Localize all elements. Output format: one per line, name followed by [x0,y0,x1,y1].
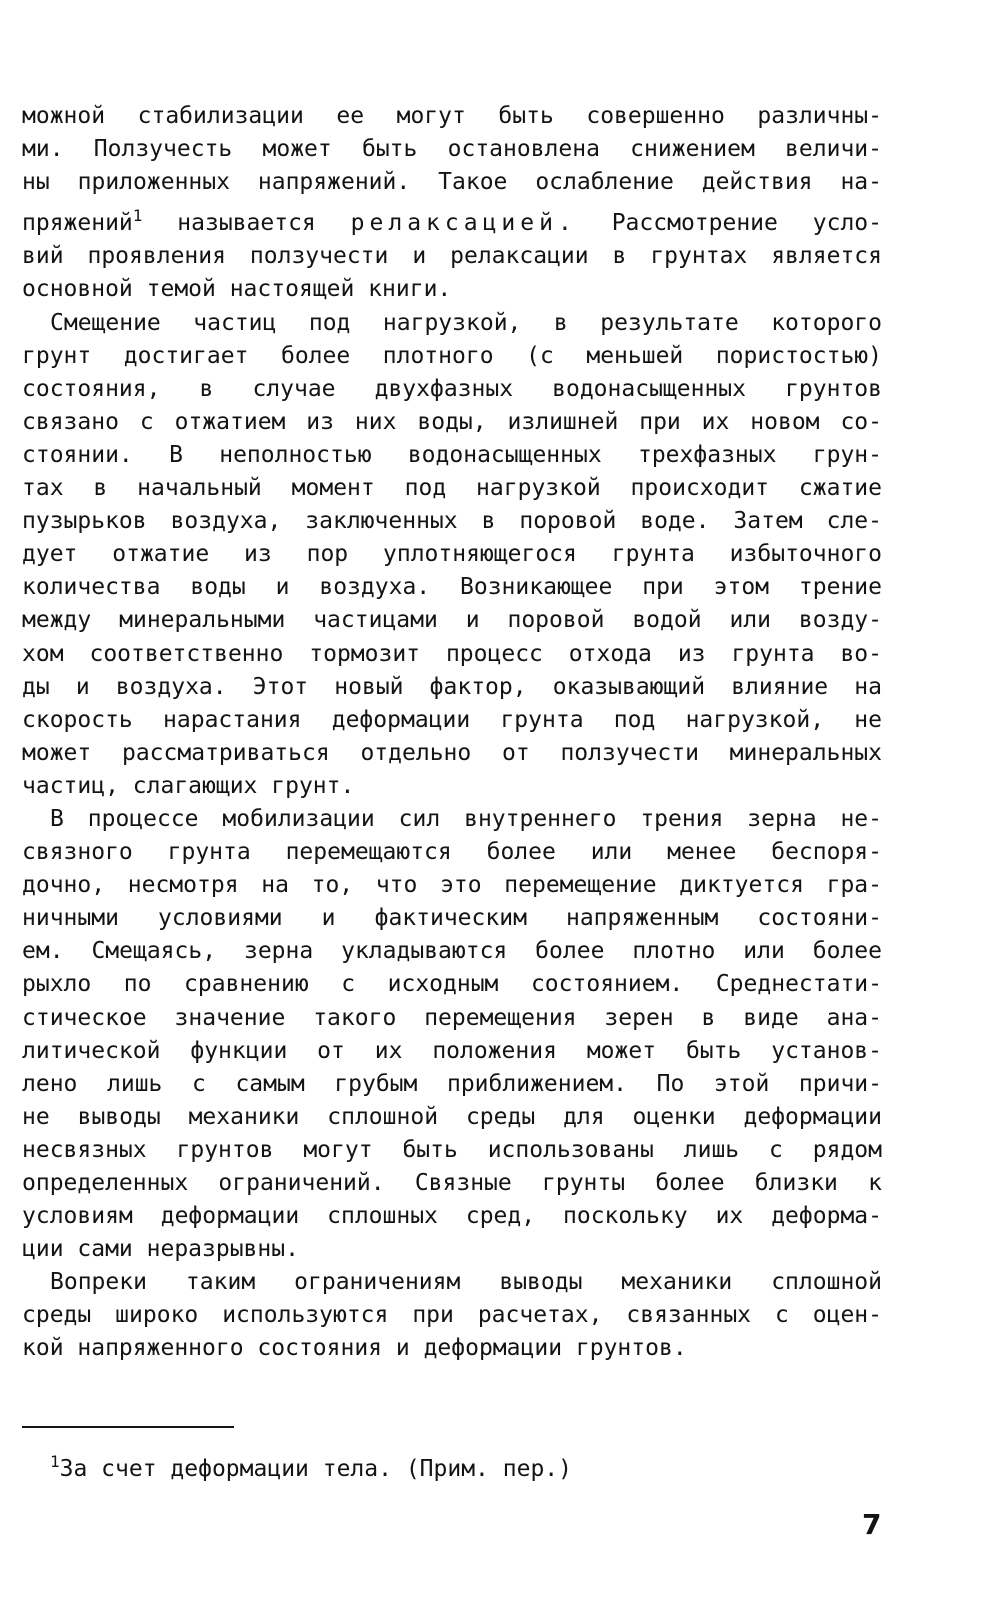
line-mid: называется [142,210,351,237]
paragraph-3-line: В процессе мобилизации сил внутреннего трения зерна не- [50,805,882,832]
paragraph-3-line: ции сами неразрывны. [22,1236,299,1263]
footnote [50,1446,572,1485]
paragraph-3-line: лено лишь с самым грубым приближением. По этой причи- [22,1070,882,1097]
paragraph-2-line: грунт достигает более плотного (с меньшей пористостью) [22,342,882,369]
paragraph-2-line: частиц, слагающих грунт. [22,772,355,799]
paragraph-2-line: связано с отжатием из них воды, излишней при их новом со- [22,408,882,435]
paragraph-2-line: скорость нарастания деформации грунта под нагрузкой, не [22,706,882,733]
paragraph-2-line: тах в начальный момент под нагрузкой происходит сжатие [22,475,882,502]
paragraph-1-line: можной стабилизации ее могут быть совершенно различны- [22,103,882,129]
paragraph-1-line: основной темой настоящей книги. [22,276,452,303]
paragraph-4-line: кой напряженного состояния и деформации грунтов. [22,1335,687,1362]
paragraph-2-line: стоянии. В неполностью водонасыщенных трехфазных грун- [22,441,882,468]
footnote-divider [22,1426,234,1428]
paragraph-3-line: литической функции от их положения может быть установ- [22,1037,882,1064]
paragraph-3-line: рыхло по сравнению с исходным состоянием. Среднестати- [22,971,882,998]
body-text [22,100,882,1366]
paragraph-3-line: определенных ограничений. Связные грунты более близки к [22,1170,882,1196]
paragraph-3-line: ничными условиями и фактическим напряженным состояни- [22,905,882,932]
paragraph-1-line: ми. Ползучесть может быть остановлена снижением величи- [22,136,882,163]
paragraph-2-line: хом соответственно тормозит процесс отхода из грунта во- [22,640,882,667]
paragraph-2-line: дует отжатие из пор уплотняющегося грунта избыточного [22,541,882,568]
paragraph-3-line: условиям деформации сплошных сред, поскольку их деформа- [22,1203,882,1230]
line-end: Рассмотрение усло- [576,210,882,237]
paragraph-3-line: дочно, несмотря на то, что это перемещение диктуется гра- [22,872,882,899]
paragraph-2-line: состояния, в случае двухфазных водонасыщенных грунтов [22,375,882,402]
paragraph-4-line: среды широко используются при расчетах, связанных с оцен- [22,1302,882,1329]
paragraph-2-line: количества воды и воздуха. Возникающее при этом трение [22,574,882,601]
paragraph-2-line: ды и воздуха. Этот новый фактор, оказывающий влияние на [22,673,882,700]
paragraph-3-line: несвязных грунтов могут быть использованы лишь с рядом [22,1136,882,1163]
footnote-marker: 1 [132,206,143,226]
spaced-term-relaxation: релаксацией. [350,210,577,237]
paragraph-2-line: может рассматриваться отдельно от ползучести минеральных [22,739,882,766]
paragraph-4-line: Вопреки таким ограничениям выводы механики сплошной [50,1269,882,1296]
paragraph-1-line: ны приложенных напряжений. Такое ослабление действия на- [22,169,882,196]
paragraph-2-line: Смещение частиц под нагрузкой, в результате которого [50,309,882,336]
line-start: пряжений [22,210,133,237]
paragraph-3-line: стическое значение такого перемещения зерен в виде ана- [22,1004,882,1031]
paragraph-1-line: вий проявления ползучести и релаксации в грунтах является [22,243,882,270]
paragraph-2-line: между минеральными частицами и поровой водой или возду- [22,607,882,634]
footnote-number: 1 [50,1452,60,1471]
paragraph-3-line: ем. Смещаясь, зерна укладываются более плотно или более [22,938,882,965]
page-number: 7 [862,1508,882,1541]
paragraph-2-line: пузырьков воздуха, заключенных в поровой воде. Затем сле- [22,508,882,535]
paragraph-1-line-with-term [22,199,882,240]
paragraph-3-line: связного грунта перемещаются более или менее беспоря- [22,839,882,866]
footnote-text: За счет деформации тела. (Прим. пер.) [59,1456,572,1482]
paragraph-3-line: не выводы механики сплошной среды для оценки деформации [22,1103,882,1130]
